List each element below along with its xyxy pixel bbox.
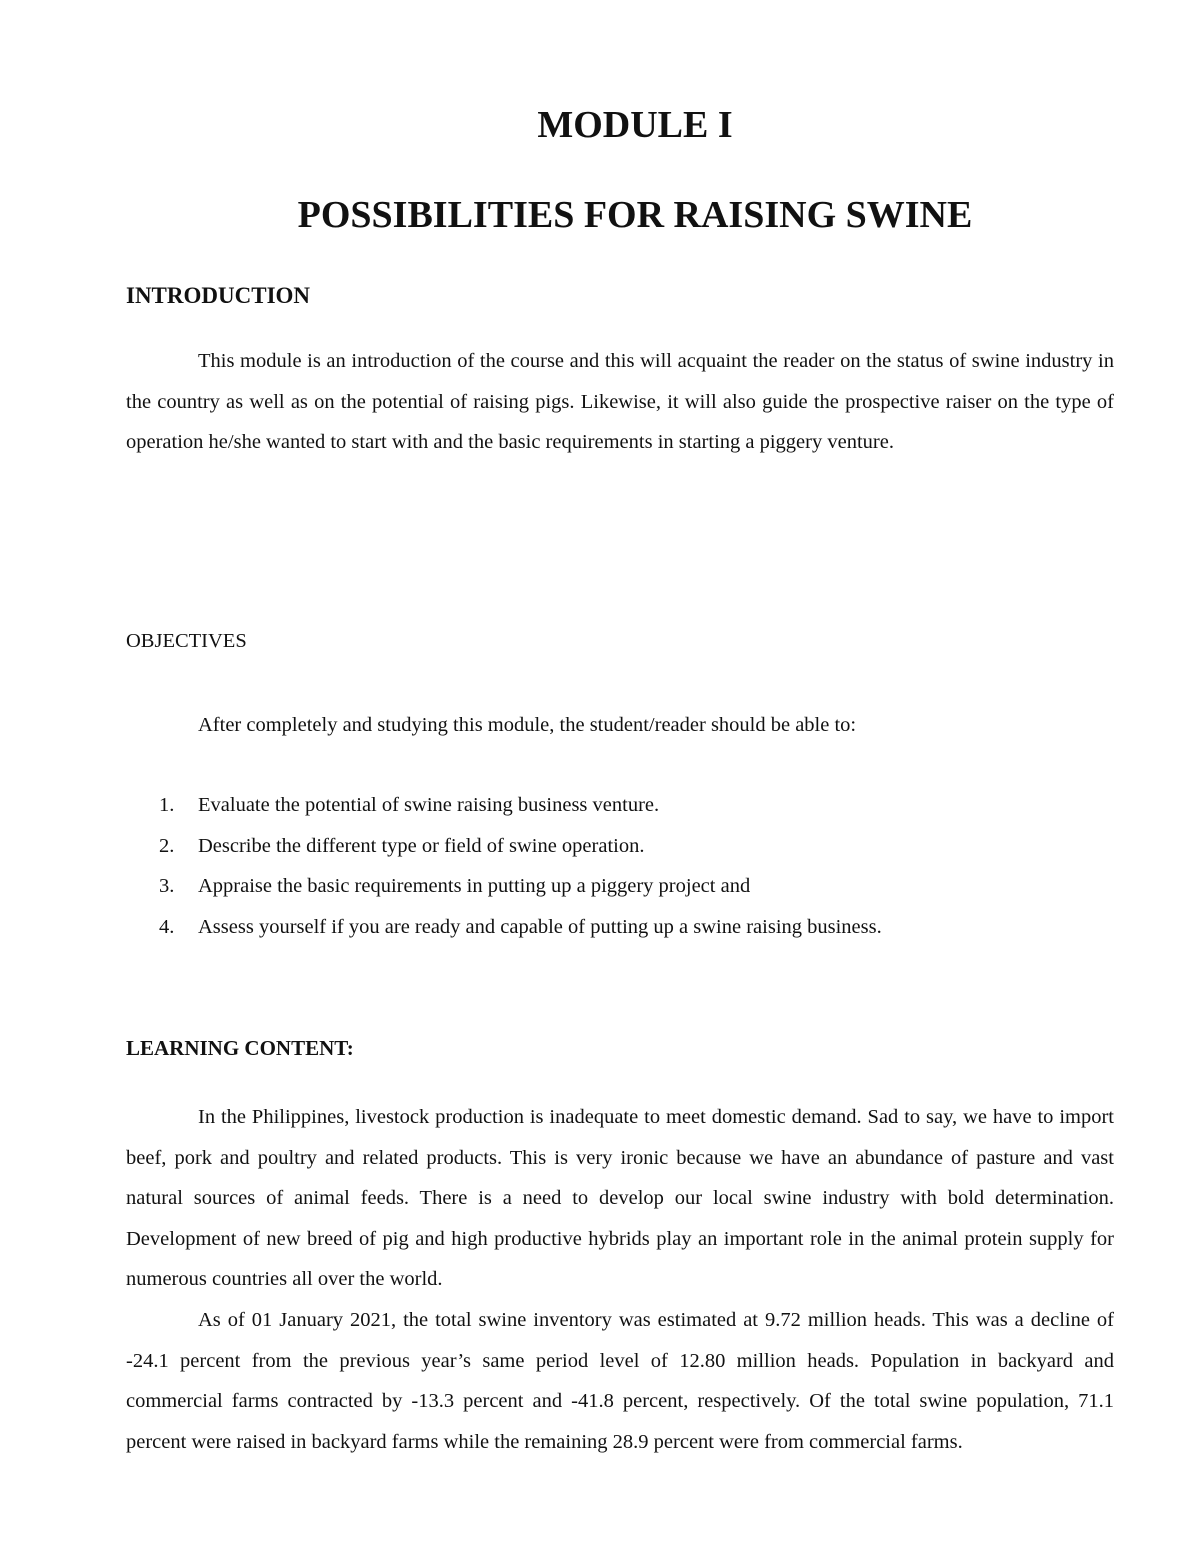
introduction-heading: INTRODUCTION: [126, 283, 311, 308]
objective-number: 2.: [159, 834, 175, 857]
objective-item: [126, 907, 1114, 948]
objective-text: Appraise the basic requirements in putting up a piggery project and: [198, 875, 751, 897]
objectives-lead: After completely and studying this module, the student/reader should be able to:: [198, 714, 857, 736]
objective-number: 1.: [159, 794, 175, 816]
module-title: MODULE I: [537, 104, 733, 146]
learning-content-paragraph-1: In the Philippines, livestock production is inadequate to meet domestic demand. Sad to say, we have to import beef, pork and poultry and related products. This is very ironic because we have an abundance of pasture and vast natural sources of animal feeds. There is a need to develop our local swine industry with bold determination. Development of new breed of pig and high productive hybrids play an important role in the animal protein supply for numerous countries all over the world.: [126, 1106, 1114, 1290]
module-subtitle: POSSIBILITIES FOR RAISING SWINE: [297, 194, 973, 236]
objectives-heading: OBJECTIVES: [126, 630, 247, 652]
objective-item: [126, 785, 1114, 826]
learning-content-heading: LEARNING CONTENT:: [126, 1036, 354, 1060]
objective-number: 4.: [159, 915, 175, 938]
objective-item: [126, 826, 1114, 867]
objective-text: Assess yourself if you are ready and capable of putting up a swine raising business.: [198, 915, 882, 938]
objective-text: Describe the different type or field of swine operation.: [198, 834, 645, 857]
learning-content-paragraph-2: As of 01 January 2021, the total swine inventory was estimated at 9.72 million heads. This was a decline of -24.1 percent from the previous year’s same period level of 12.80 million heads. Population in backyard and commercial farms contracted by -13.3 percent and -41.8 percent, respectively. Of the total swine population, 71.1 percent were raised in backyard farms while the remaining 28.9 percent were from commercial farms.: [126, 1309, 1114, 1453]
objective-item: [126, 866, 1114, 907]
objective-number: 3.: [159, 875, 175, 897]
introduction-paragraph: This module is an introduction of the course and this will acquaint the reader on the status of swine industry in the country as well as on the potential of raising pigs. Likewise, it will also guide the prospective raiser on the type of operation he/she wanted to start with and the basic requirements in starting a piggery venture.: [126, 350, 1114, 453]
objectives-list: [126, 785, 1114, 947]
objective-text: Evaluate the potential of swine raising business venture.: [198, 794, 660, 816]
